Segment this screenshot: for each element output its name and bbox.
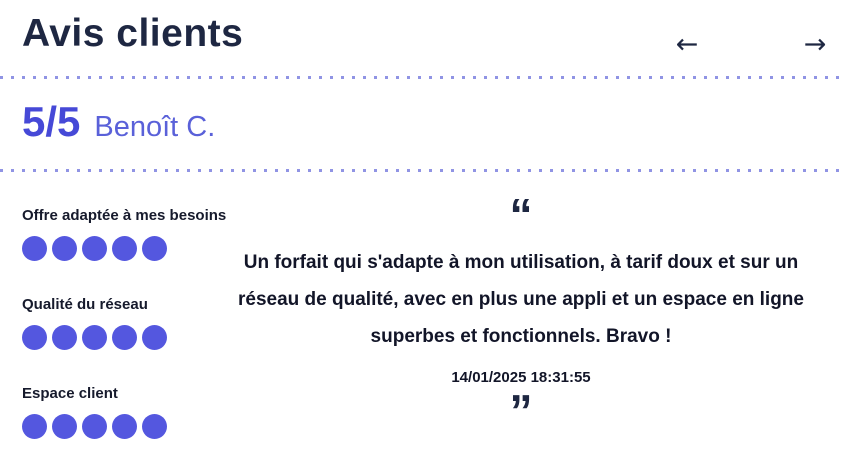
rating-dot — [82, 325, 107, 350]
rating-dot — [112, 236, 137, 261]
rating-dot — [22, 236, 47, 261]
rating-label: Espace client — [22, 385, 118, 402]
previous-review-button[interactable] — [670, 28, 704, 62]
rating-group-reseau — [22, 296, 232, 350]
rating-dot — [142, 236, 167, 261]
rating-dot — [22, 325, 47, 350]
rating-group-offre — [22, 207, 232, 261]
arrow-left-icon: ← — [675, 29, 699, 60]
rating-dot — [52, 325, 77, 350]
dotted-separator-top — [0, 76, 842, 79]
rating-dot — [112, 414, 137, 439]
rating-dot — [52, 236, 77, 261]
rating-group-espace-client — [22, 385, 232, 439]
review-header — [22, 98, 215, 146]
rating-dot — [112, 325, 137, 350]
rating-dot — [22, 414, 47, 439]
rating-dot — [142, 325, 167, 350]
rating-dot — [52, 414, 77, 439]
quote-close-icon: ” — [509, 385, 533, 437]
quote-open-icon: “ — [509, 189, 533, 241]
review-author: Benoît C. — [94, 111, 216, 143]
arrow-right-icon: → — [803, 29, 827, 60]
rating-label: Qualité du réseau — [22, 296, 148, 313]
review-score: 5/5 — [22, 98, 81, 145]
next-review-button[interactable] — [798, 28, 832, 62]
rating-dot — [142, 414, 167, 439]
rating-dot — [82, 414, 107, 439]
review-body — [228, 189, 814, 437]
review-text: Un forfait qui s'adapte à mon utilisation, à tarif doux et sur un réseau de qualité, avec en plus une appli et un espace en ligne superbes et fonctionnels. Bravo ! — [238, 252, 804, 347]
rating-dots — [22, 325, 232, 350]
review-timestamp: 14/01/2025 18:31:55 — [451, 369, 591, 386]
rating-dot — [82, 236, 107, 261]
rating-categories — [22, 207, 232, 450]
page-title: Avis clients — [22, 12, 244, 55]
dotted-separator-middle — [0, 169, 842, 172]
rating-dots — [22, 236, 232, 261]
rating-label: Offre adaptée à mes besoins — [22, 207, 227, 224]
rating-dots — [22, 414, 232, 439]
